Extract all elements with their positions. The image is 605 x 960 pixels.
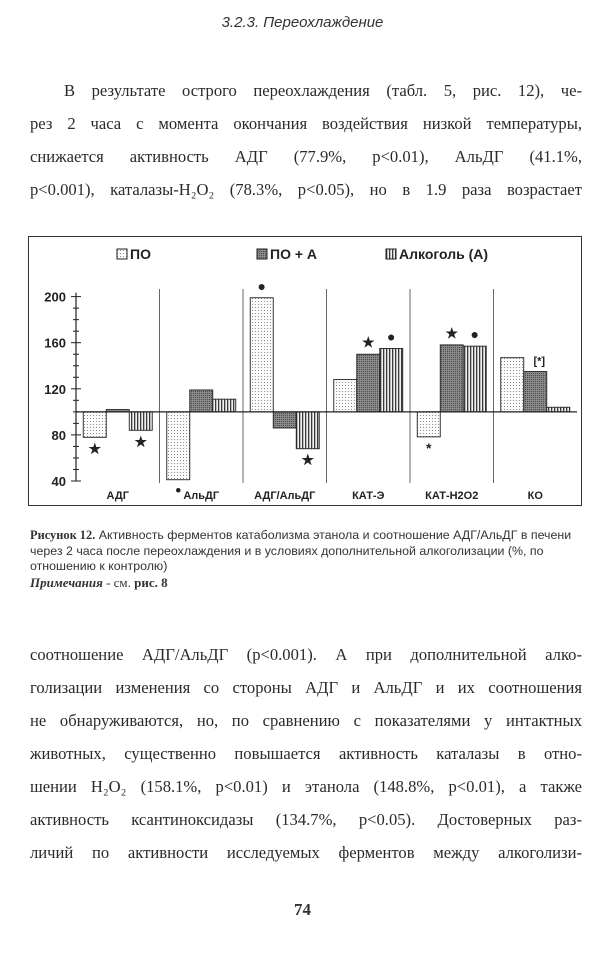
section-title: 3.2.3. Переохлаждение bbox=[221, 14, 384, 31]
note-label: Примечания bbox=[30, 574, 103, 590]
y-tick-label: 160 bbox=[44, 335, 66, 351]
x-axis-labels bbox=[107, 490, 544, 502]
bar bbox=[417, 412, 440, 437]
paragraph-line: личий по активности исследуемых ферментов между алкоголизи- bbox=[30, 843, 582, 862]
x-tick-label: КАТ-H2O2 bbox=[425, 490, 479, 502]
paragraph-line: животных, существенно повышается активность каталазы в отно- bbox=[30, 744, 582, 763]
x-tick-label: АДГ bbox=[106, 490, 129, 502]
paragraph-line: снижается активность АДГ (77.9%, p<0.01), АльДГ (41.1%, bbox=[30, 147, 582, 166]
y-tick-label: 80 bbox=[51, 427, 66, 443]
caption-note bbox=[30, 575, 168, 590]
paragraph-line: шении H₂O₂ (158.1%, p<0.01) и этанола (148.8%, p<0.01), а также bbox=[30, 777, 582, 796]
page-number: 74 bbox=[294, 900, 311, 919]
x-tick-label: КО bbox=[527, 490, 543, 502]
bar bbox=[501, 358, 524, 412]
figure-caption bbox=[30, 528, 582, 591]
bar bbox=[129, 412, 152, 430]
bar bbox=[357, 354, 380, 412]
paragraph-line: В результате острого переохлаждения (табл. 5, рис. 12), че- bbox=[64, 81, 582, 100]
figure-12-chart bbox=[28, 236, 582, 506]
significance-marker: * bbox=[426, 439, 432, 456]
significance-marker: ● bbox=[387, 328, 396, 345]
y-tick-label: 200 bbox=[44, 289, 66, 305]
significance-marker: ★ bbox=[134, 433, 148, 450]
legend-label: ПО bbox=[130, 246, 151, 262]
significance-marker: ★ bbox=[445, 324, 459, 341]
bar bbox=[296, 412, 319, 449]
bar bbox=[83, 412, 106, 437]
x-tick-label: АДГ/АльДГ bbox=[254, 490, 316, 502]
x-tick-label: КАТ-Э bbox=[352, 490, 385, 502]
note-reference: рис. 8 bbox=[134, 574, 168, 590]
paragraph-line: рез 2 часа с момента окончания воздействия низкой температуры, bbox=[30, 114, 582, 133]
bar bbox=[273, 412, 296, 428]
bar bbox=[250, 298, 273, 412]
legend-swatch bbox=[117, 249, 127, 259]
bar bbox=[190, 390, 213, 412]
significance-marker: ★ bbox=[301, 451, 315, 468]
significance-marker: ★ bbox=[361, 334, 375, 351]
significance-marker: ★ bbox=[88, 440, 102, 457]
paragraph-line: p<0.001), каталазы-H₂O₂ (78.3%, p<0.05), но в 1.9 раза возрастает bbox=[30, 180, 582, 199]
legend-swatch bbox=[386, 249, 396, 259]
paragraph-1 bbox=[30, 74, 582, 206]
paragraph-line: голизации изменения со стороны АДГ и АльДГ и их соотношения bbox=[30, 678, 582, 697]
significance-marker: [*] bbox=[533, 355, 546, 368]
bar bbox=[334, 380, 357, 412]
note-text: - см. bbox=[102, 574, 135, 590]
paragraph-line: не обнаруживаются, но, по сравнению с показателями у интактных bbox=[30, 711, 582, 730]
chart-legend bbox=[117, 246, 488, 262]
y-tick-label: 120 bbox=[44, 381, 66, 397]
caption-text: Активность ферментов катаболизма этанола и соотношение АДГ/АльДГ в печени через 2 часа после переохлаждения и в условиях дополнительной алкоголизации (%, по отношению к контролю) bbox=[30, 528, 572, 573]
bar bbox=[167, 412, 190, 480]
paragraph-line: соотношение АДГ/АльДГ (p<0.001). А при дополнительной алко- bbox=[30, 645, 582, 664]
y-axis bbox=[44, 290, 81, 489]
legend-swatch bbox=[257, 249, 267, 259]
bar bbox=[440, 345, 463, 412]
significance-marker: • bbox=[175, 482, 182, 500]
paragraph-2 bbox=[30, 638, 582, 869]
legend-label: Алкоголь (А) bbox=[399, 246, 489, 262]
y-tick-label: 40 bbox=[51, 474, 66, 489]
bar bbox=[213, 399, 236, 412]
x-tick-label: АльДГ bbox=[183, 490, 220, 502]
chart-svg bbox=[29, 237, 581, 505]
caption-label: Рисунок 12. bbox=[30, 528, 96, 542]
legend-label: ПО + А bbox=[270, 246, 318, 262]
paragraph-line: активность ксантиноксидазы (134.7%, p<0.05). Достоверных раз- bbox=[30, 810, 582, 829]
significance-marker: ● bbox=[470, 326, 479, 343]
bar bbox=[463, 346, 486, 412]
bar bbox=[524, 372, 547, 412]
significance-marker: ● bbox=[257, 277, 266, 294]
bar bbox=[547, 407, 570, 412]
bar bbox=[380, 348, 403, 411]
